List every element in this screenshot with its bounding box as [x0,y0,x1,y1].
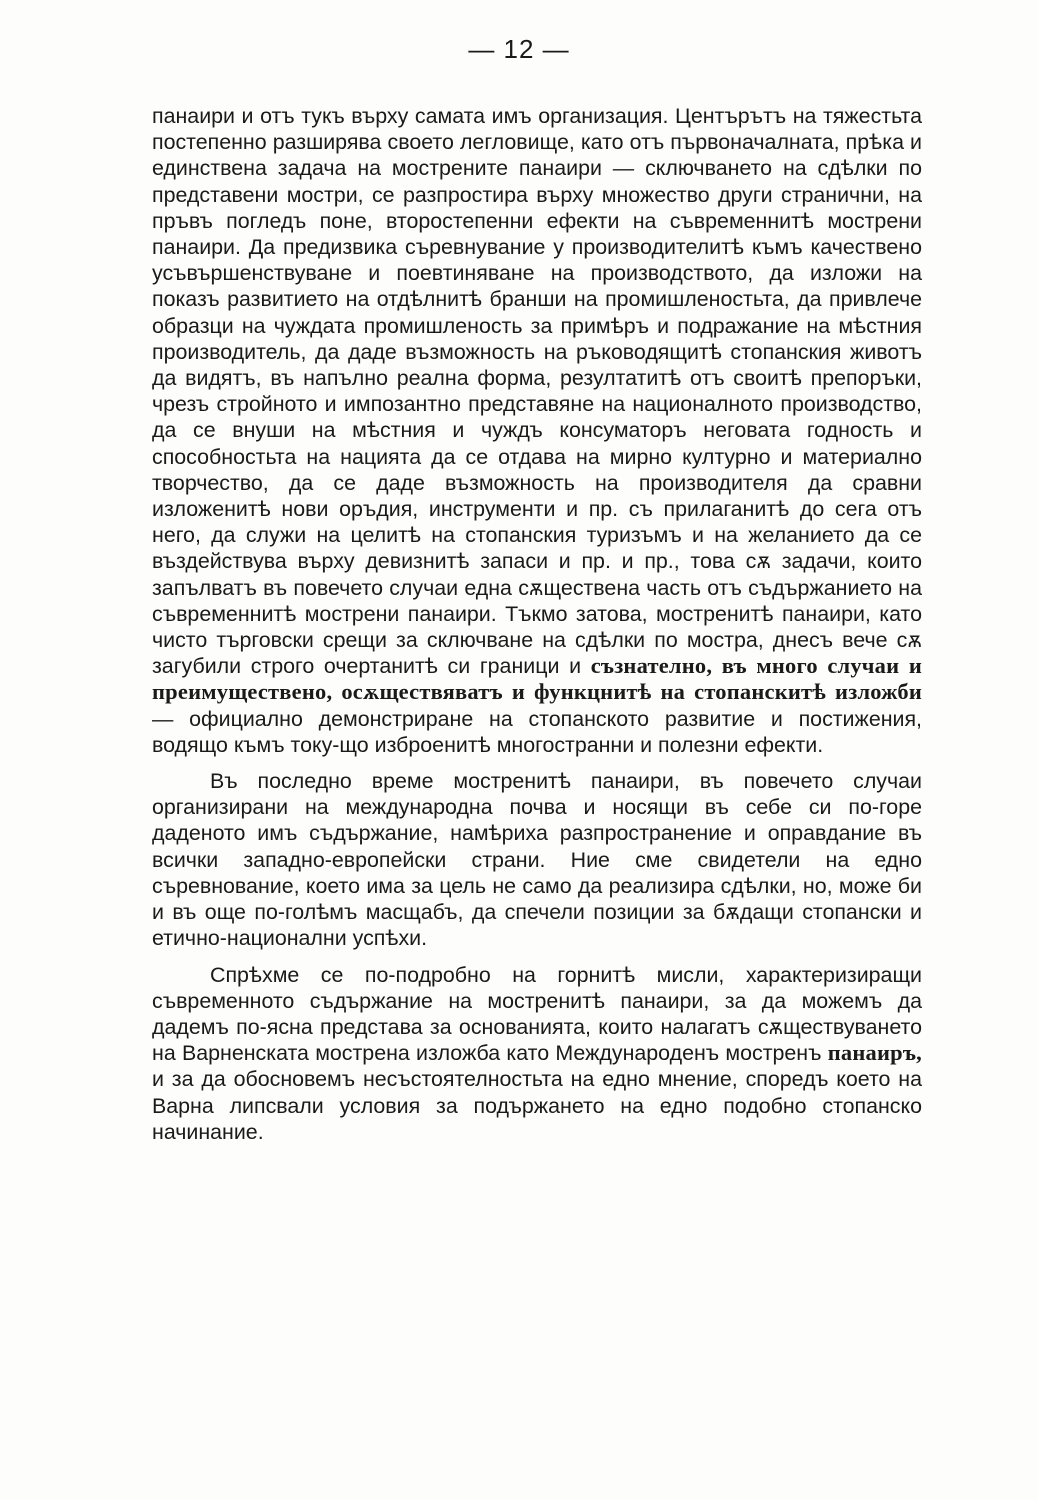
page-number: — 12 — [468,34,570,64]
paragraph-3-text: Спрѣхме се по-подробно на горнитѣ мисли, характеризиращи съвременното съдържание на мостренитѣ панаири, за да можемъ да дадемъ по-ясна представа за основанията, които налагатъ сѫществуването на Варненската мострена изложба като Международенъ мостренъ [152,962,922,1066]
paragraph-1 [152,103,922,758]
paragraph-1-text-end: — официално демонстриране на стопанското развитие и постижения, водящо къмъ току-що изброенитѣ многостранни и полезни ефекти. [152,706,922,757]
paragraph-2: Въ последно време мостренитѣ панаири, въ повечето случаи организирани на международна почва и носящи въ себе си по-горе даденото имъ съдържание, намѣриха разпространение и оправдание въ всички западно-европейски страни. Ние сме свидетели на едно съревнование, което има за цель не само да реализира сдѣлки, но, може би и въ още по-голѣмъ масщабъ, да спечели позиции за бѫдащи стопански и етично-национални успѣхи. [152,769,922,951]
paragraph-3-bold-text: панаиръ, [827,1040,922,1066]
body-text [152,103,922,1145]
paragraph-1-bold-text: съзнателно, въ много случаи и преимуществено, осѫществяватъ и функцнитѣ на стопанскитѣ изложби [152,653,922,705]
paragraph-1-text: панаири и отъ тукъ върху самата имъ организация. Центърътъ на тяжестьта постепенно разширява своето легловище, като отъ първоначалната, прѣка и единствена задача на мострените панаири — сключването на сдѣлки по представени мостри, се разпростира върху множество други странични, на пръвъ погледъ поне, второстепенни ефекти на съвременнитѣ мострени панаири. Да предизвика съревнувание у производителитѣ къмъ качествено усъвършенствуване и поевтиняване на производството, да изложи на показъ развитието на отдѣлнитѣ бранши на промишленостьта, да привлече образци на чуждата промишленость за примѣръ и подражание на мѣстния производитель, да даде възможность на ръководящитѣ стопанския животъ да видятъ, въ напълно реална форма, резултатитѣ отъ своитѣ препоръки, чрезъ стройното и импозантно представяне на националното производство, да се внуши на мѣстния и чуждъ консуматоръ неговата годность и способностьта на нацията да се отдава на мирно културно и материално творчество, да се даде възможность на производителя да сравни изложенитѣ нови оръдия, инструменти и пр. съ прилаганитѣ до сега отъ него, да служи на целитѣ на стопанския туризъмъ и на желанието да се въздействува върху девизнитѣ запаси и пр. и пр., това сѫ задачи, които запълватъ въ повечето случаи една сѫществена часть отъ съдържанието на съвременнитѣ мострени панаири. Тъкмо затова, мостренитѣ панаири, като чисто търговски срещи за сключване на сдѣлки по мостра, днесъ вече сѫ загубили строго очертанитѣ си граници и [152,104,922,679]
paragraph-3-text-end: и за да обосновемъ несъстоятелностьта на едно мнение, споредъ което на Варна липсвали условия за подържането на едно подобно стопанско начинание. [152,1067,922,1144]
paragraph-3 [152,962,922,1145]
